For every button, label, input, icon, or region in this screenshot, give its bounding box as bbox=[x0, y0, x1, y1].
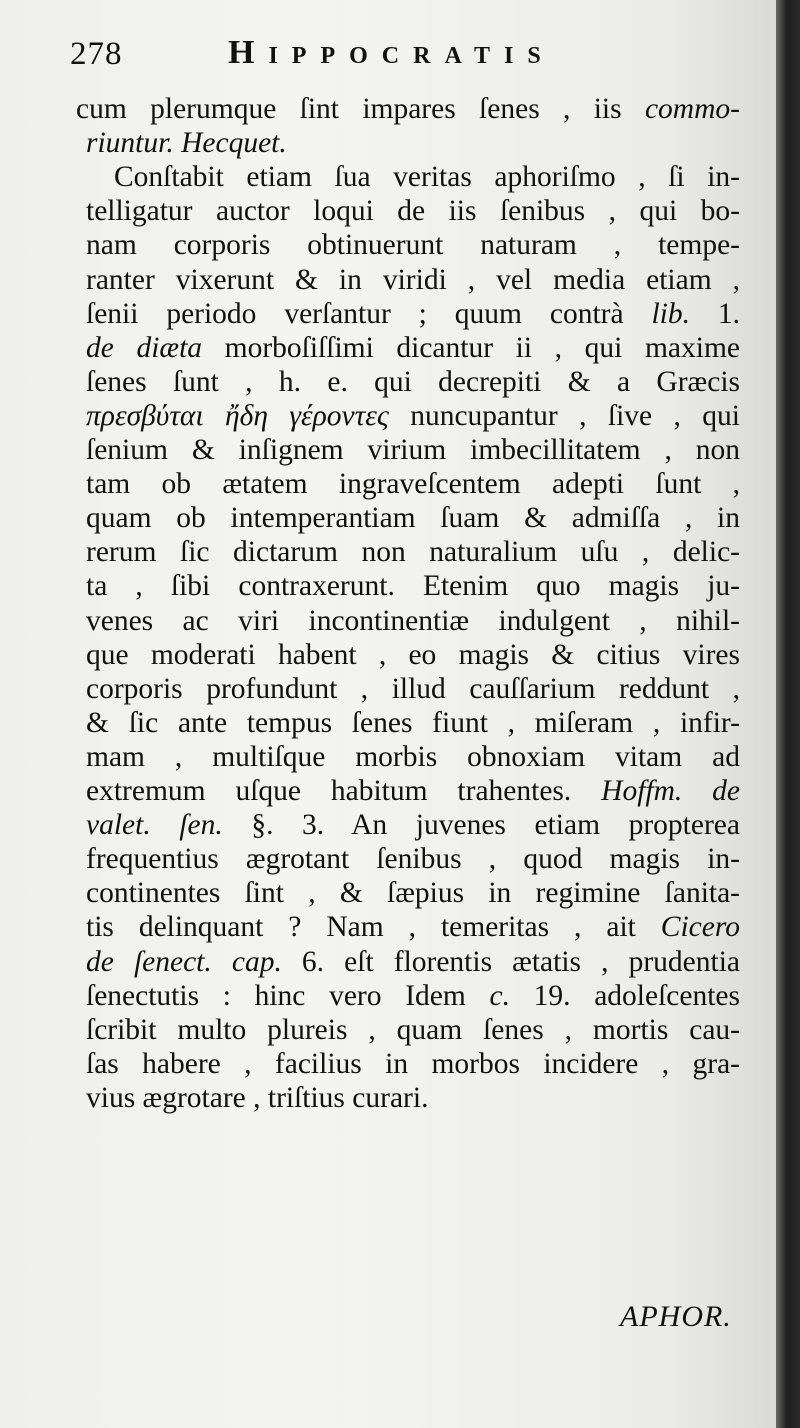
text-line: ranter vixerunt & in viridi , vel media etiam , bbox=[86, 263, 740, 296]
running-head: Hippocratis bbox=[228, 34, 555, 71]
text-line: que moderati habent , eo magis & citius vires bbox=[86, 638, 740, 671]
text-line: & ſic ante tempus ſenes fiunt , miſeram , infir- bbox=[86, 706, 740, 739]
text-line: ſcribit multo plureis , quam ſenes , mortis cau- bbox=[86, 1013, 740, 1046]
text-line: rerum ſic dictarum non naturalium uſu , delic- bbox=[86, 536, 740, 569]
text-line: mam , multiſque morbis obnoxiam vitam ad bbox=[86, 740, 740, 773]
text-line: vius ægrotare , triſtius curari. bbox=[86, 1081, 429, 1114]
text-line: ta , ſibi contraxerunt. Etenim quo magis ju- bbox=[86, 570, 740, 603]
catchword: APHOR. bbox=[620, 1300, 732, 1333]
text-line: ſas habere , facilius in morbos incidere , gra- bbox=[86, 1047, 740, 1080]
text-line: telligatur auctor loqui de iis ſenibus , qui bo- bbox=[86, 195, 740, 228]
text-line: tam ob ætatem ingraveſcentem adepti ſunt , bbox=[86, 468, 740, 501]
text-line: πρεσβύται ἤδη γέροντες nuncupantur , ſive , qui bbox=[86, 399, 741, 432]
text-line: tis delinquant ? Nam , temeritas , ait Cicero bbox=[86, 911, 740, 944]
page-header bbox=[70, 30, 710, 74]
text-line: venes ac viri incontinentiæ indulgent , nihil- bbox=[86, 604, 740, 637]
text-line: corporis profundunt , illud cauſſarium reddunt , bbox=[86, 672, 740, 705]
text-line: continentes ſint , & ſæpius in regimine ſanita- bbox=[86, 877, 740, 910]
text-line: Conſtabit etiam ſua veritas aphoriſmo , ſi in- bbox=[114, 161, 740, 194]
text-line: extremum uſque habitum trahentes. Hoffm. de bbox=[86, 775, 741, 807]
text-line: quam ob intemperantiam ſuam & admiſſa , in bbox=[86, 502, 740, 535]
text-line: de diæta morboſiſſimi dicantur ii , qui maxime bbox=[86, 331, 740, 364]
text-line: nam corporis obtinuerunt naturam , tempe- bbox=[86, 229, 740, 262]
text-line: de ſenect. cap. 6. eſt florentis ætatis , prudentia bbox=[86, 945, 740, 978]
book-gutter bbox=[776, 0, 800, 1428]
page-number: 278 bbox=[70, 36, 123, 72]
text-line: ſenes ſunt , h. e. qui decrepiti & a Græcis bbox=[86, 365, 740, 398]
text-line: valet. ſen. §. 3. An juvenes etiam propterea bbox=[86, 809, 740, 842]
text-line: cum plerumque ſint impares ſenes , iis commo- bbox=[76, 93, 740, 125]
text-line: ſenium & inſignem virium imbecillitatem , non bbox=[86, 434, 740, 466]
text-line: ſenii periodo verſantur ; quum contrà lib. 1. bbox=[86, 297, 740, 330]
text-line: riuntur. Hecquet. bbox=[86, 127, 287, 160]
text-line: frequentius ægrotant ſenibus , quod magis in- bbox=[86, 843, 740, 876]
text-line: ſenectutis : hinc vero Idem c. 19. adoleſcentes bbox=[86, 979, 741, 1012]
